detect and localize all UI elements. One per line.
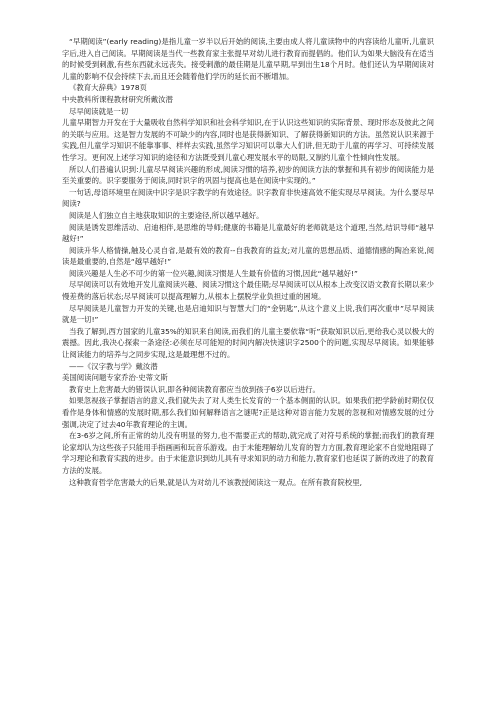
- paragraph-one-sentence: 一句话,母语环境里在阅读中识字是识字教学的有效途径。识字教育非快速高效不能实现尽早阅读。为什么要尽早阅读?: [62, 187, 434, 209]
- paragraph-heading-early-reading: 尽早阅读就是一切: [69, 106, 129, 116]
- paragraph-harmful-consequence: 这种教育哲学危害最大的后果,就是认为对幼儿不该教授阅读这一观点。在所有教育院校里,: [69, 477, 362, 487]
- paragraph-ages-three-to-six: 在3-6岁之间,所有正常的幼儿没有明显的努力,也不需要正式的帮助,就完成了对符号系统的掌握;而我们的教育理论家却认为这些孩子只能用手指画画和玩音乐游戏。由于未能理解幼儿发育的智力方面,教育理论家不自觉地阻碍了学习理论和教育实践的进步。由于未能意识到幼儿具有寻求知识的动力和能力,教育家们也延误了新的改进了的教育方法的发展。: [62, 431, 434, 475]
- paragraph-reading-character: 阅读升华人格情操,触及心灵自省,是最有效的教育--自我教育的益友;对儿童的思想品质、道德情感的陶冶来说,阅读是最重要的,自然是“越早越好!”: [62, 245, 434, 267]
- paragraph-source-book: ——《汉字教与学》戴汝潜: [69, 361, 158, 371]
- paragraph-early-reading-definition: “早期阅读”(early reading)是指儿童一岁半以后开始的阅读,主要由成人将儿童读物中的内容读给儿童听,儿童识字后,进入自己阅读。早期阅读是当代一些教育家主张提早对幼儿进行教育而提倡的。他们认为如果大脑没有在适当的时候受到刺激,有些东西就永远丧失。接受刺激的最佳期是儿童早期,早到出生18个月时。他们还认为早期阅读对儿童的影响不仅会持续下去,而且还会随着他们学历的延长而不断增加。: [62, 37, 434, 81]
- paragraph-largest-error: 教育史上危害最大的错误认识,即各种阅读教育都应当放到孩子6岁以后进行。: [69, 384, 320, 394]
- paragraph-intellectual-development: 儿童早期智力开发在于大量吸收自然科学知识和社会科学知识,在于认识这些知识的实际背景、现时形态及彼此之间的关联与应用。这是智力发展的不可缺少的内容,同时也是获得新知识、了解获得新知识的方法。虽然说认识来源于实践,但儿童学习知识不能靠事事、样样去实践,虽然学习知识可以靠大人们讲,但无助于儿童的再学习、可持续发展性学习。更何况上述学习知识的途径和方法既受到儿童心理发展水平的局限,又制约儿童个性倾向性发展。: [62, 118, 434, 162]
- paragraph-reading-thinking: 阅读是诱发思维活动、启迪相伴,是思维的导师;健康的书籍是儿童最好的老师就是这个道理,当然,结识导师“越早越好!”: [62, 222, 434, 244]
- paragraph-reading-independent: 阅读是人们独立自主地获取知识的主要途径,所以越早越好。: [69, 210, 264, 220]
- paragraph-golden-key: 尽早阅读是儿童智力开发的关键,也是启迪知识与智慧大门的“金钥匙”,从这个意义上说,我们再次重申”尽早阅读就是一切!”: [62, 303, 434, 325]
- paragraph-early-reading-benefits: 尽早阅读可以有效地开发儿童阅读兴趣、阅读习惯这个最佳期;尽早阅读可以从根本上改变汉语文教育长期以来少慢差费的落后状态;尽早阅读可以提高理解力,从根本上摆脱学业负担过重的困境。: [62, 280, 434, 302]
- paragraph-language-mastery: 如果忽视孩子掌握语言的意义,我们就失去了对人类生长发育的一个基本侧面的认识。如果我们把学龄前时期仅仅看作是身体和情感的发展时期,那么我们如何解释语言之谜呢?正是这种对语言能力发展的忽视和对情感发展的过分强调,决定了过去40年教育理论的主调。: [62, 396, 434, 429]
- paragraph-expert-stevens: 美国阅读问题专家乔治·史蒂文斯: [62, 373, 168, 383]
- paragraph-author-institute: 中央教科所课程教材研究所戴汝潜: [62, 94, 173, 104]
- paragraph-western-children: 当我了解到,西方国家的儿童35%的知识来自阅读,而我们的儿童主要依靠“听”获取知识以后,更给我心灵以极大的震撼。因此,我决心探索一条途径:必须在尽可能短的时间内解决快速识字2500个的问题,实现尽早阅读。如果能够让阅读能力的培养与之同步实现,这是最理想不过的。: [62, 326, 434, 360]
- paragraph-source-dictionary: 《教育大辞典》1978页: [69, 83, 147, 93]
- paragraph-common-understanding: 所以人们普遍认识到:儿童尽早阅读兴趣的形成,阅读习惯的培养,初步的阅读方法的掌握和具有初步的阅读能力是至关重要的。识字要服务于阅读,同时识字的巩固与提高也是在阅读中实现的。”: [62, 164, 434, 186]
- document-body: [62, 36, 434, 488]
- paragraph-reading-interest: 阅读兴趣是人生必不可少的第一位兴趣,阅读习惯是人生最有价值的习惯,因此“越早越好!”: [69, 268, 358, 278]
